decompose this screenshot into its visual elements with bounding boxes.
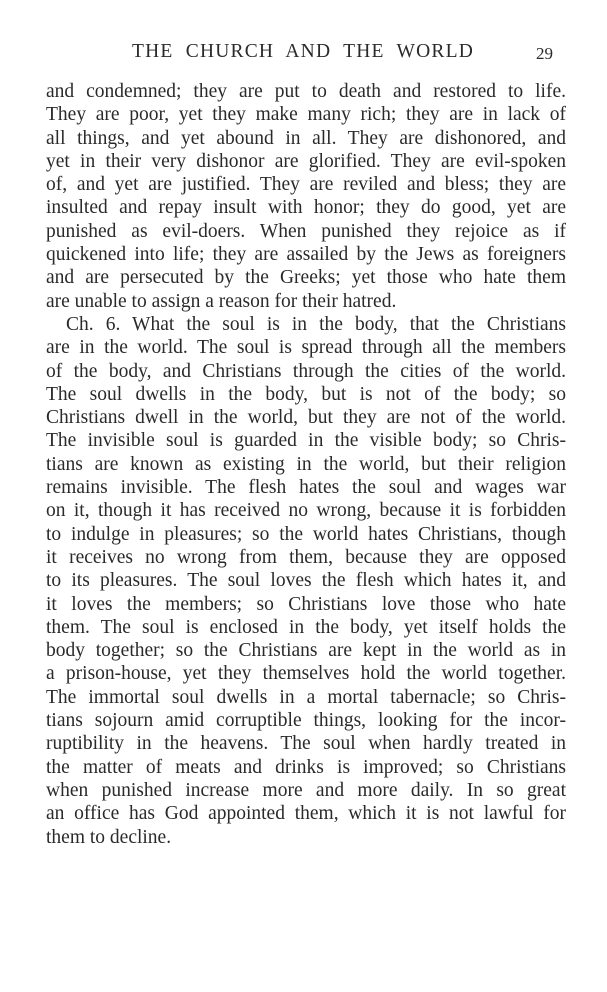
page-body: [46, 80, 566, 849]
text-line: of the body, and Christians through the cities of the world.: [46, 360, 566, 382]
text-line: of, and yet are justified. They are reviled and bless; they are: [46, 174, 566, 196]
text-line: to its pleasures. The soul loves the flesh which hates it, and: [46, 570, 566, 592]
text-line: The invisible soul is guarded in the visible body; so Chris-: [46, 430, 566, 452]
text-line: on it, though it has received no wrong, because it is forbidden: [46, 500, 566, 522]
text-line: quickened into life; they are assailed by the Jews as foreigners: [46, 244, 566, 266]
text-line: tians are known as existing in the world, but their religion: [46, 453, 566, 475]
paragraph-2: [46, 313, 566, 849]
text-line: it receives no wrong from them, because they are opposed: [46, 546, 566, 568]
text-line: insulted and repay insult with honor; they do good, yet are: [46, 197, 566, 219]
text-line: an office has God appointed them, which it is not lawful for: [46, 803, 566, 825]
text-line: it loves the members; so Christians love those who hate: [46, 593, 566, 615]
text-line: them. The soul is enclosed in the body, yet itself holds the: [46, 616, 566, 638]
text-line: remains invisible. The flesh hates the soul and wages war: [46, 477, 566, 499]
paragraph-1: [46, 80, 566, 313]
text-line: The immortal soul dwells in a mortal tabernacle; so Chris-: [46, 686, 566, 708]
text-line: the matter of meats and drinks is improved; so Christians: [46, 756, 566, 778]
text-line: to indulge in pleasures; so the world hates Christians, though: [46, 523, 566, 545]
text-line: Ch. 6. What the soul is in the body, that the Christians: [66, 313, 566, 335]
text-line: ruptibility in the heavens. The soul when hardly treated in: [46, 733, 566, 755]
text-line: and condemned; they are put to death and restored to life.: [46, 81, 566, 102]
running-title: THE CHURCH AND THE WORLD: [132, 41, 474, 62]
text-line: The soul dwells in the body, but is not of the body; so: [46, 383, 566, 405]
text-line: are in the world. The soul is spread through all the members: [46, 337, 566, 359]
text-line: tians sojourn amid corruptible things, looking for the incor-: [46, 710, 566, 732]
text-line: them to decline.: [46, 826, 172, 848]
text-line: They are poor, yet they make many rich; they are in lack of: [46, 104, 566, 126]
page-header: [0, 38, 607, 66]
text-line: punished as evil-doers. When punished they rejoice as if: [46, 220, 566, 242]
text-line: when punished increase more and more daily. In so great: [46, 779, 566, 801]
text-line: are unable to assign a reason for their hatred.: [46, 290, 397, 312]
text-line: body together; so the Christians are kept in the world as in: [46, 640, 566, 662]
page-number: 29: [536, 44, 553, 63]
text-line: a prison-house, yet they themselves hold the world together.: [46, 663, 566, 685]
text-line: yet in their very dishonor are glorified. They are evil-spoken: [46, 150, 566, 172]
text-line: and are persecuted by the Greeks; yet those who hate them: [46, 267, 566, 289]
text-line: all things, and yet abound in all. They are dishonored, and: [46, 127, 566, 149]
text-line: Christians dwell in the world, but they are not of the world.: [46, 407, 566, 429]
